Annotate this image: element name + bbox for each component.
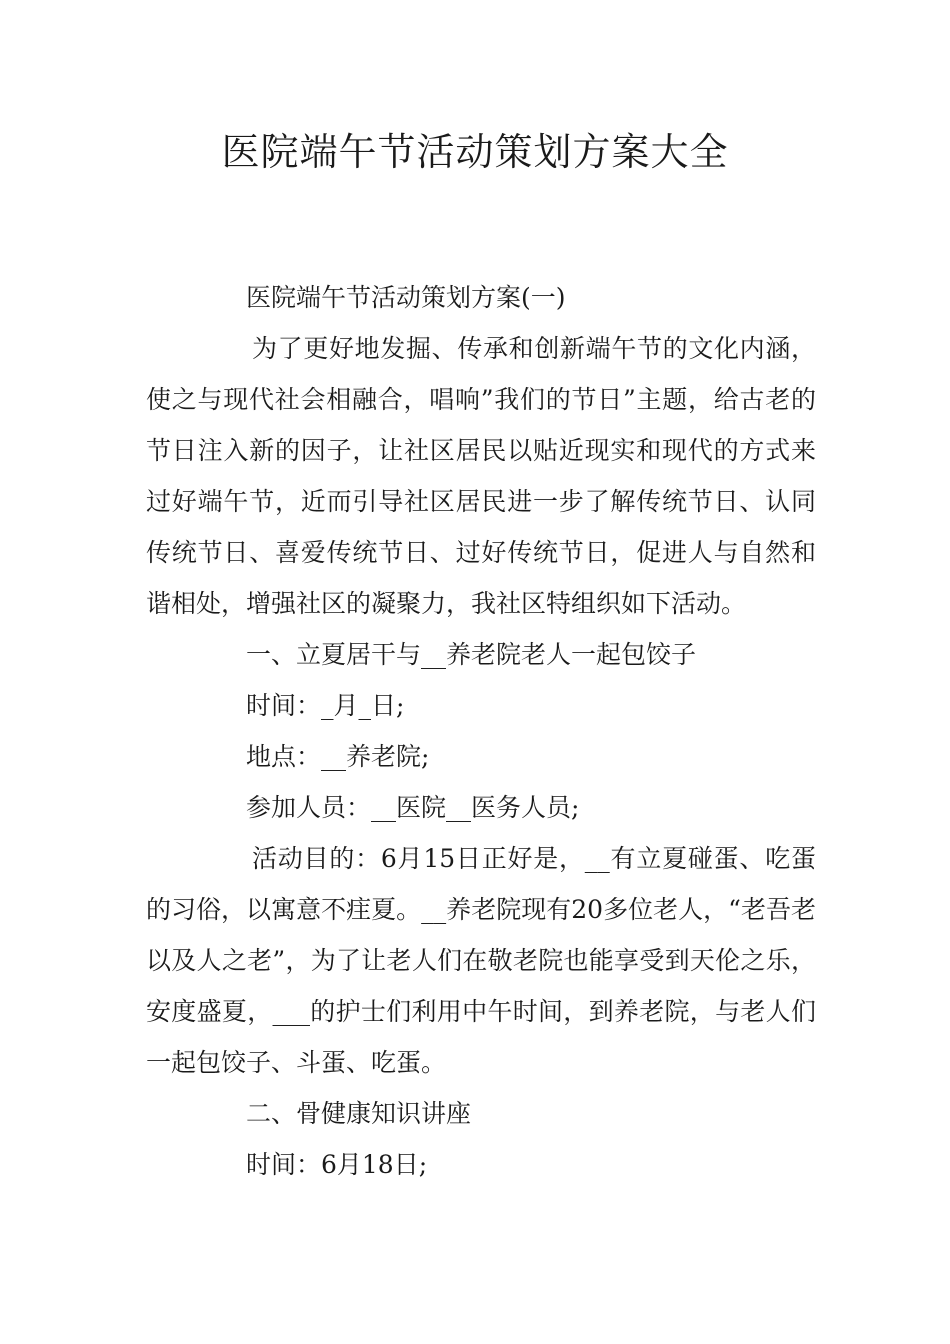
intro-paragraph: 为了更好地发掘、传承和创新端午节的文化内涵，使之与现代社会相融合，唱响”我们的节日”主题，给古老的节日注入新的因子，让社区居民以贴近现实和现代的方式来过好端午节，近而引导社区居民进一步了解传统节日、认同传统节日、喜爱传统节日、过好传统节日，促进人与自然和谐相处，增强社区的凝聚力，我社区特组织如下活动。: [146, 334, 816, 618]
section1-time: 时间：_月_日;: [246, 691, 405, 720]
section1-purpose: 活动目的：6月15日正好是，__有立夏碰蛋、吃蛋的习俗，以寓意不疰夏。__养老院现有20多位老人，“老吾老以及人之老”，为了让老人们在敬老院也能享受到天伦之乐，安度盛夏，___的护士们利用中午时间，到养老院，与老人们一起包饺子、斗蛋、吃蛋。: [146, 844, 816, 1077]
document-body: [146, 272, 816, 1190]
section1-place: 地点：__养老院;: [246, 742, 430, 771]
section2-time: 时间：6月18日;: [246, 1150, 428, 1179]
section1-participants: 参加人员：__医院__医务人员;: [246, 793, 580, 822]
section1-heading: 一、立夏居干与__养老院老人一起包饺子: [246, 640, 697, 669]
document-title: 医院端午节活动策划方案大全: [221, 130, 729, 174]
plan-subtitle: 医院端午节活动策划方案(一): [246, 283, 566, 312]
section2-heading: 二、骨健康知识讲座: [246, 1099, 472, 1128]
